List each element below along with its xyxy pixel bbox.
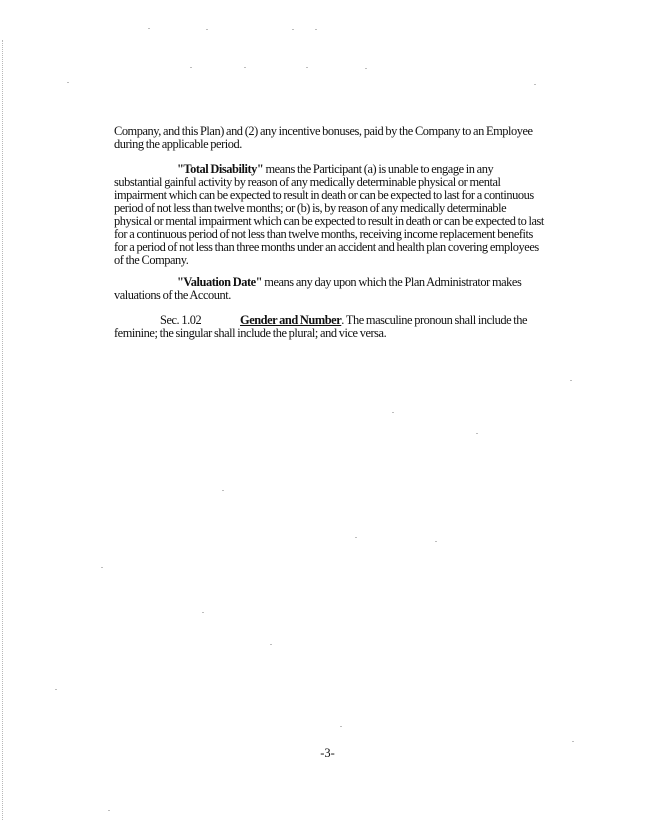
text-line: . The masculine pronoun shall include the xyxy=(341,313,528,327)
valuation-date-definition xyxy=(114,276,544,302)
scan-edge-artifact xyxy=(2,40,4,820)
scan-speck xyxy=(306,67,308,68)
scan-speck xyxy=(108,810,110,811)
text-line: means any day upon which the Plan Administrator makes xyxy=(262,275,522,289)
text-line: valuations of the Account. xyxy=(114,288,231,302)
continuation-paragraph xyxy=(114,125,544,151)
text-line: means the Participant (a) is unable to engage in any xyxy=(263,162,494,176)
scan-speck xyxy=(55,689,57,690)
scan-speck xyxy=(365,68,367,69)
scan-speck xyxy=(222,490,224,491)
text-line: for a continuous period of not less than twelve months, receiving income replacement benefits xyxy=(114,227,533,241)
text-line: during the applicable period. xyxy=(114,137,242,151)
scan-speck xyxy=(206,29,208,30)
scan-speck xyxy=(476,433,478,434)
scan-speck xyxy=(355,537,357,538)
scan-speck xyxy=(148,28,150,29)
scan-speck xyxy=(572,741,574,742)
scan-speck xyxy=(534,84,536,85)
text-line: Company, and this Plan) and (2) any incentive bonuses, paid by the Company to an Employee xyxy=(114,124,533,138)
text-line: for a period of not less than three months under an accident and health plan covering employees xyxy=(114,240,539,254)
text-line: impairment which can be expected to result in death or can be expected to last for a continuous xyxy=(114,188,534,202)
section-number: Sec. 1.02 xyxy=(160,313,202,327)
text-line: period of not less than twelve months; or (b) is, by reason of any medically determinable xyxy=(114,201,507,215)
scan-speck xyxy=(270,644,272,645)
section-heading: Gender and Number xyxy=(240,313,342,327)
text-line: feminine; the singular shall include the plural; and vice versa. xyxy=(114,326,387,340)
section-1-02 xyxy=(114,314,544,340)
total-disability-definition xyxy=(114,163,544,267)
defined-term: "Total Disability" xyxy=(177,162,264,176)
scan-speck xyxy=(244,67,246,68)
scan-speck xyxy=(202,612,204,613)
text-line: physical or mental impairment which can be expected to result in death or can be expected to last xyxy=(114,214,544,228)
scan-speck xyxy=(190,67,192,68)
page-number: -3- xyxy=(320,746,335,760)
scan-speck xyxy=(315,29,317,30)
text-line: of the Company. xyxy=(114,253,189,267)
scan-speck xyxy=(67,82,69,83)
text-line: substantial gainful activity by reason of any medically determinable physical or mental xyxy=(114,175,501,189)
defined-term: "Valuation Date" xyxy=(177,275,263,289)
scan-speck xyxy=(392,412,394,413)
scan-speck xyxy=(101,567,103,568)
scan-speck xyxy=(292,29,294,30)
scan-speck xyxy=(340,726,342,727)
scan-speck xyxy=(570,380,572,381)
scan-speck xyxy=(435,541,437,542)
